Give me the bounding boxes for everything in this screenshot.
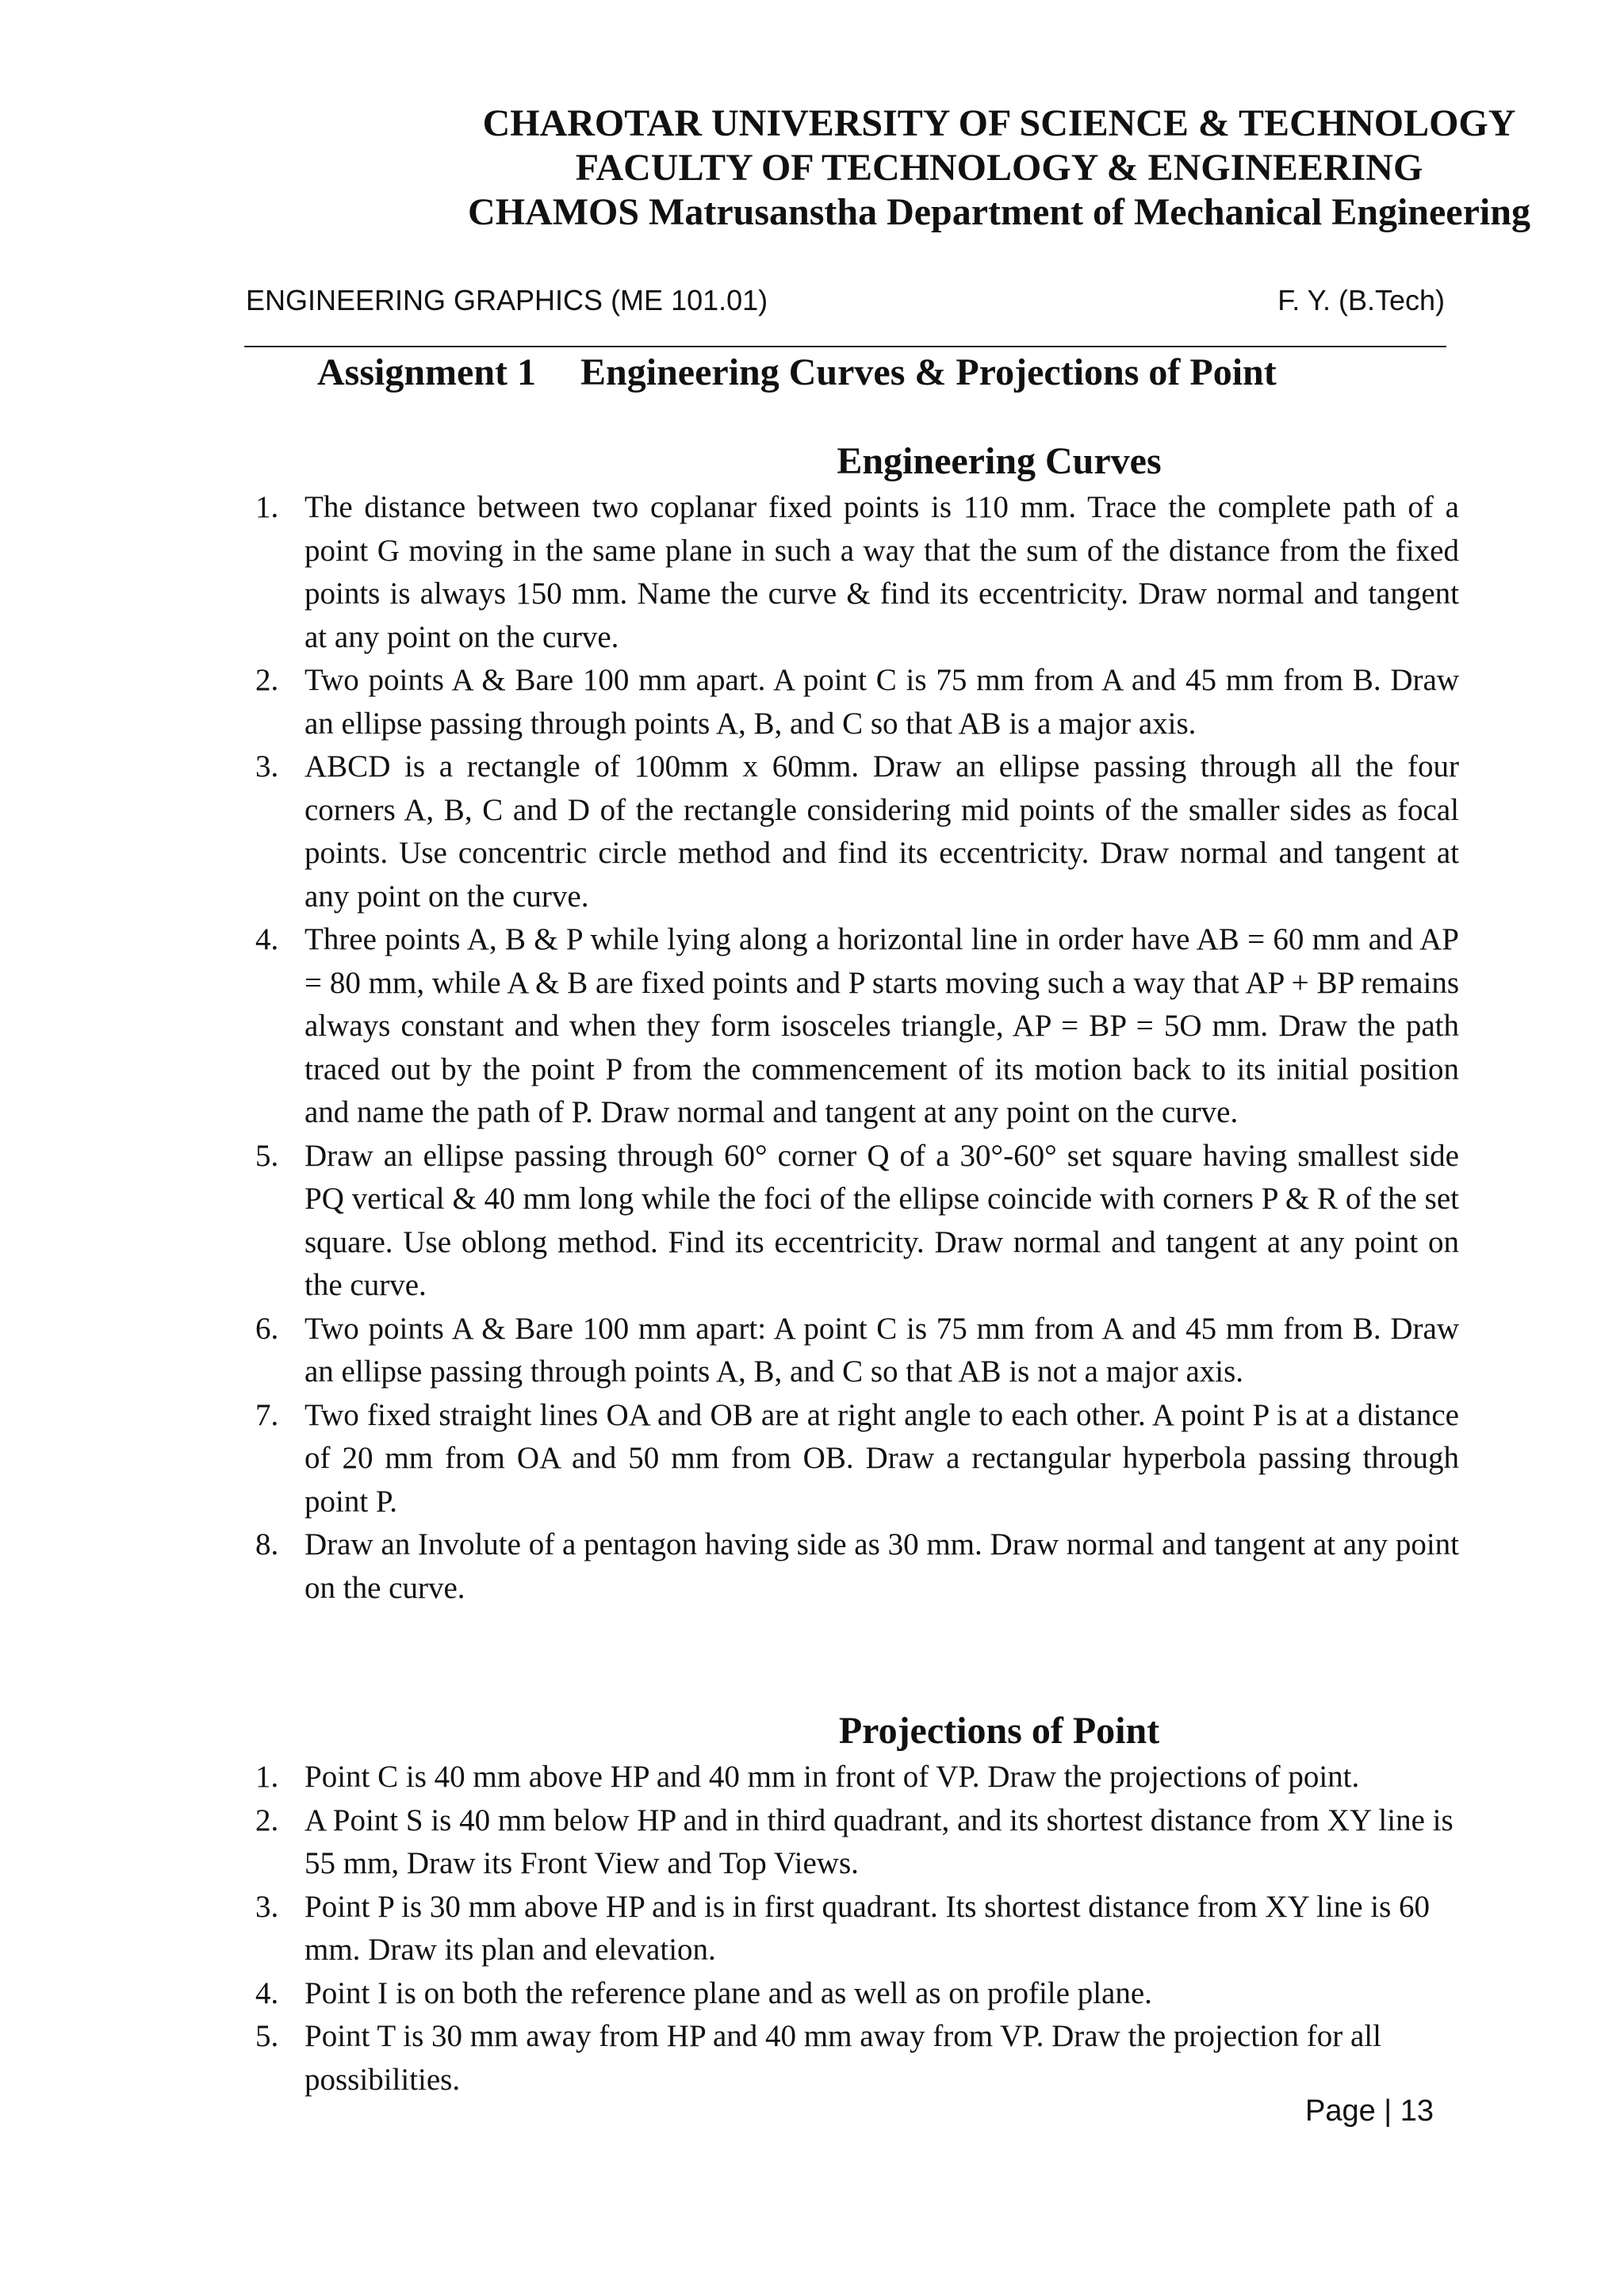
question-item	[238, 1394, 1459, 1524]
question-text: Point T is 30 mm away from HP and 40 mm away from VP. Draw the projection for all possibilities.	[304, 2019, 1381, 2097]
question-number: 2.	[255, 1803, 279, 1837]
question-item	[238, 1886, 1459, 1972]
question-item	[238, 1756, 1459, 1799]
question-item	[238, 1799, 1459, 1886]
question-number: 5.	[255, 1138, 279, 1173]
question-number: 1.	[255, 1760, 279, 1794]
question-text: The distance between two coplanar fixed points is 110 mm. Trace the complete path of a point G moving in the same plane in such a way that the sum of the distance from the fixed points is always 150 mm. Name the curve & find its eccentricity. Draw normal and tangent at any point on the curve.	[304, 490, 1459, 654]
course-name: ENGINEERING GRAPHICS (ME 101.01)	[246, 284, 768, 316]
question-item	[238, 745, 1459, 918]
question-text: Three points A, B & P while lying along a horizontal line in order have AB = 60 mm and AP = 80 mm, while A & B are fixed points and P starts moving such a way that AP + BP remains always constant and when they form isosceles triangle, AP = BP = 5O mm. Draw the path traced out by the point P from the commencement of its motion back to its initial position and name the path of P. Draw normal and tangent at any point on the curve.	[304, 922, 1459, 1129]
department-name: CHAMOS Matrusanstha Department of Mechanical Engineering	[468, 191, 1530, 233]
question-item	[238, 918, 1459, 1135]
university-name: CHAROTAR UNIVERSITY OF SCIENCE & TECHNOLOGY	[482, 102, 1516, 144]
question-text: Point I is on both the reference plane and as well as on profile plane.	[304, 1975, 1152, 2010]
question-item	[238, 2015, 1459, 2102]
question-number: 4.	[255, 922, 279, 956]
question-number: 4.	[255, 1975, 279, 2010]
question-text: Point C is 40 mm above HP and 40 mm in front of VP. Draw the projections of point.	[304, 1760, 1360, 1794]
assignment-topic: Engineering Curves & Projections of Point	[580, 351, 1277, 393]
question-item	[238, 1135, 1459, 1308]
question-text: Point P is 30 mm above HP and is in first quadrant. Its shortest distance from XY line is 60 mm. Draw its plan and elevation.	[304, 1889, 1431, 1967]
question-number: 3.	[255, 1889, 279, 1924]
question-text: Two fixed straight lines OA and OB are at right angle to each other. A point P is at a distance of 20 mm from OA and 50 mm from OB. Draw a rectangular hyperbola passing through point P.	[304, 1397, 1459, 1519]
question-item	[238, 1523, 1459, 1610]
question-text: Draw an ellipse passing through 60° corner Q of a 30°-60° set square having smallest side PQ vertical & 40 mm long while the foci of the ellipse coincide with corners P & R of the set square. Use oblong method. Find its eccentricity. Draw normal and tangent at any point on the curve.	[304, 1138, 1459, 1302]
engineering-curves-question-list	[238, 486, 1459, 1610]
section-heading-engineering-curves: Engineering Curves	[837, 440, 1162, 482]
question-item	[238, 659, 1459, 745]
faculty-name: FACULTY OF TECHNOLOGY & ENGINEERING	[575, 147, 1423, 189]
course-class: F. Y. (B.Tech)	[1277, 284, 1445, 316]
question-item	[238, 486, 1459, 659]
page-number: Page | 13	[1304, 2094, 1434, 2128]
question-number: 7.	[255, 1397, 279, 1432]
projections-question-list	[238, 1756, 1459, 2102]
header-divider	[244, 346, 1446, 347]
section-heading-projections-of-point: Projections of Point	[838, 1710, 1160, 1752]
question-text: Draw an Involute of a pentagon having side as 30 mm. Draw normal and tangent at any point on the curve.	[304, 1527, 1459, 1605]
question-text: Two points A & Bare 100 mm apart. A point C is 75 mm from A and 45 mm from B. Draw an ellipse passing through points A, B, and C so that AB is a major axis.	[304, 663, 1459, 741]
assignment-number: Assignment 1	[317, 351, 537, 393]
question-item	[238, 1308, 1459, 1394]
question-number: 5.	[255, 2019, 279, 2053]
question-number: 6.	[255, 1311, 279, 1346]
question-text: Two points A & Bare 100 mm apart: A point C is 75 mm from A and 45 mm from B. Draw an ellipse passing through points A, B, and C so that AB is not a major axis.	[304, 1311, 1459, 1389]
question-number: 1.	[255, 490, 279, 524]
question-item	[238, 1972, 1459, 2016]
question-text: A Point S is 40 mm below HP and in third quadrant, and its shortest distance from XY line is 55 mm, Draw its Front View and Top Views.	[304, 1803, 1454, 1880]
institution-header	[238, 102, 1624, 235]
assignment-title	[317, 349, 1507, 397]
question-text: ABCD is a rectangle of 100mm x 60mm. Draw an ellipse passing through all the four corners A, B, C and D of the rectangle considering mid points of the smaller sides as focal points. Use concentric circle method and find its eccentricity. Draw normal and tangent at any point on the curve.	[304, 749, 1459, 914]
question-number: 2.	[255, 663, 279, 697]
question-number: 8.	[255, 1527, 279, 1561]
question-number: 3.	[255, 749, 279, 784]
